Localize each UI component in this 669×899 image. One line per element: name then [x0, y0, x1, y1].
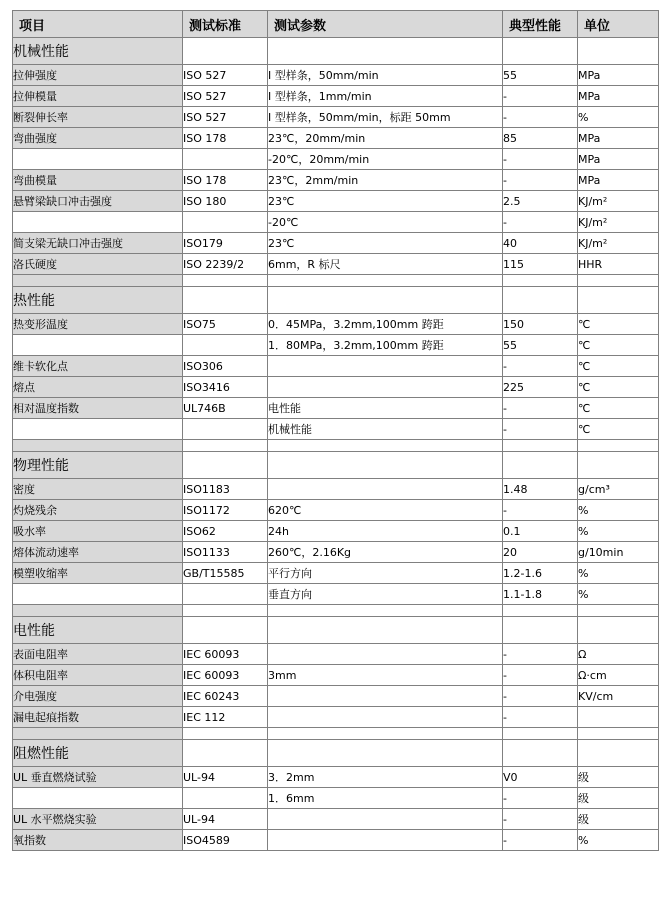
unit-cell: ℃ [578, 377, 659, 398]
material-spec-table [12, 10, 659, 851]
table-row [13, 356, 659, 377]
test-parameter-cell: I 型样条，1mm/min [268, 86, 503, 107]
table-row [13, 149, 659, 170]
unit-cell: % [578, 584, 659, 605]
unit-cell: MPa [578, 128, 659, 149]
spacer-cell [503, 440, 578, 452]
empty-cell [503, 452, 578, 479]
column-header: 项目 [13, 11, 183, 38]
test-parameter-cell [268, 809, 503, 830]
unit-cell: ℃ [578, 398, 659, 419]
unit-cell: g/10min [578, 542, 659, 563]
typical-value-cell: 115 [503, 254, 578, 275]
empty-cell [578, 38, 659, 65]
typical-value-cell: - [503, 500, 578, 521]
test-standard-cell [183, 788, 268, 809]
property-name-cell: 氧指数 [13, 830, 183, 851]
typical-value-cell: - [503, 107, 578, 128]
test-standard-cell [183, 335, 268, 356]
test-parameter-cell: 24h [268, 521, 503, 542]
spacer-cell [183, 605, 268, 617]
test-parameter-cell [268, 686, 503, 707]
test-parameter-cell: I 型样条，50mm/min，标距 50mm [268, 107, 503, 128]
table-row [13, 335, 659, 356]
table-row [13, 377, 659, 398]
test-parameter-cell: 平行方向 [268, 563, 503, 584]
test-standard-cell: ISO1133 [183, 542, 268, 563]
property-name-cell [13, 788, 183, 809]
typical-value-cell: 55 [503, 65, 578, 86]
property-name-cell: 拉伸模量 [13, 86, 183, 107]
test-parameter-cell [268, 356, 503, 377]
property-name-cell: 吸水率 [13, 521, 183, 542]
typical-value-cell: - [503, 686, 578, 707]
typical-value-cell: - [503, 212, 578, 233]
typical-value-cell: 150 [503, 314, 578, 335]
empty-cell [183, 740, 268, 767]
test-parameter-cell [268, 707, 503, 728]
typical-value-cell: - [503, 170, 578, 191]
table-row [13, 707, 659, 728]
test-parameter-cell: 23℃，2mm/min [268, 170, 503, 191]
spacer-cell [578, 605, 659, 617]
test-standard-cell: ISO62 [183, 521, 268, 542]
test-parameter-cell: 23℃，20mm/min [268, 128, 503, 149]
unit-cell: 级 [578, 788, 659, 809]
property-name-cell: 弯曲模量 [13, 170, 183, 191]
spacer-cell [578, 440, 659, 452]
spacer-row [13, 275, 659, 287]
unit-cell: % [578, 521, 659, 542]
test-parameter-cell: 260℃，2.16Kg [268, 542, 503, 563]
table-row [13, 563, 659, 584]
section-title: 阻燃性能 [13, 740, 183, 767]
test-standard-cell: ISO75 [183, 314, 268, 335]
property-name-cell: 介电强度 [13, 686, 183, 707]
test-parameter-cell: I 型样条，50mm/min [268, 65, 503, 86]
test-standard-cell: UL-94 [183, 809, 268, 830]
spacer-cell [183, 728, 268, 740]
test-standard-cell: UL-94 [183, 767, 268, 788]
unit-cell: ℃ [578, 335, 659, 356]
spacer-cell [503, 728, 578, 740]
typical-value-cell: - [503, 149, 578, 170]
section-title: 热性能 [13, 287, 183, 314]
test-parameter-cell: 机械性能 [268, 419, 503, 440]
test-standard-cell: ISO1172 [183, 500, 268, 521]
property-name-cell [13, 335, 183, 356]
test-parameter-cell [268, 830, 503, 851]
property-name-cell [13, 584, 183, 605]
section-title: 电性能 [13, 617, 183, 644]
unit-cell: Ω [578, 644, 659, 665]
section-title: 机械性能 [13, 38, 183, 65]
spacer-cell [13, 605, 183, 617]
test-parameter-cell: 23℃ [268, 191, 503, 212]
property-name-cell: 断裂伸长率 [13, 107, 183, 128]
unit-cell: g/cm³ [578, 479, 659, 500]
spacer-row [13, 605, 659, 617]
test-standard-cell: IEC 60243 [183, 686, 268, 707]
table-row [13, 665, 659, 686]
empty-cell [268, 452, 503, 479]
typical-value-cell: - [503, 419, 578, 440]
typical-value-cell: - [503, 356, 578, 377]
spacer-cell [13, 275, 183, 287]
test-standard-cell: IEC 60093 [183, 665, 268, 686]
empty-cell [503, 38, 578, 65]
test-standard-cell: IEC 60093 [183, 644, 268, 665]
spacer-row [13, 728, 659, 740]
property-name-cell: 相对温度指数 [13, 398, 183, 419]
section-header-row [13, 287, 659, 314]
table-row [13, 584, 659, 605]
column-header: 测试参数 [268, 11, 503, 38]
test-standard-cell [183, 584, 268, 605]
table-row [13, 809, 659, 830]
test-standard-cell: ISO 527 [183, 86, 268, 107]
unit-cell: ℃ [578, 314, 659, 335]
table-body [13, 11, 659, 851]
table-row [13, 398, 659, 419]
unit-cell [578, 707, 659, 728]
unit-cell: MPa [578, 86, 659, 107]
section-header-row [13, 617, 659, 644]
spacer-row [13, 440, 659, 452]
typical-value-cell: - [503, 809, 578, 830]
test-standard-cell: IEC 112 [183, 707, 268, 728]
empty-cell [268, 38, 503, 65]
property-name-cell: 模塑收缩率 [13, 563, 183, 584]
column-header: 典型性能 [503, 11, 578, 38]
table-row [13, 788, 659, 809]
empty-cell [183, 452, 268, 479]
test-parameter-cell: 0．45MPa，3.2mm,100mm 跨距 [268, 314, 503, 335]
test-standard-cell: ISO1183 [183, 479, 268, 500]
table-row [13, 107, 659, 128]
typical-value-cell: 2.5 [503, 191, 578, 212]
spacer-cell [183, 440, 268, 452]
unit-cell: MPa [578, 149, 659, 170]
property-name-cell [13, 149, 183, 170]
empty-cell [578, 452, 659, 479]
property-name-cell: 热变形温度 [13, 314, 183, 335]
unit-cell: % [578, 500, 659, 521]
property-name-cell: 悬臂梁缺口冲击强度 [13, 191, 183, 212]
property-name-cell [13, 212, 183, 233]
test-standard-cell: GB/T15585 [183, 563, 268, 584]
property-name-cell: 灼烧残余 [13, 500, 183, 521]
section-title: 物理性能 [13, 452, 183, 479]
property-name-cell: 维卡软化点 [13, 356, 183, 377]
property-name-cell: 弯曲强度 [13, 128, 183, 149]
spacer-cell [268, 440, 503, 452]
table-row [13, 686, 659, 707]
property-name-cell: 密度 [13, 479, 183, 500]
test-standard-cell [183, 149, 268, 170]
property-name-cell: 熔体流动速率 [13, 542, 183, 563]
unit-cell: Ω·cm [578, 665, 659, 686]
typical-value-cell: 20 [503, 542, 578, 563]
unit-cell: KJ/m² [578, 212, 659, 233]
table-row [13, 521, 659, 542]
test-parameter-cell [268, 644, 503, 665]
test-standard-cell: ISO3416 [183, 377, 268, 398]
unit-cell: 级 [578, 767, 659, 788]
table-row [13, 542, 659, 563]
typical-value-cell: 1.48 [503, 479, 578, 500]
property-name-cell: 体积电阻率 [13, 665, 183, 686]
table-row [13, 170, 659, 191]
table-row [13, 479, 659, 500]
table-row [13, 830, 659, 851]
table-row [13, 767, 659, 788]
unit-cell: % [578, 563, 659, 584]
table-row [13, 254, 659, 275]
table-row [13, 314, 659, 335]
empty-cell [268, 287, 503, 314]
section-header-row [13, 740, 659, 767]
test-standard-cell: ISO 178 [183, 128, 268, 149]
typical-value-cell: 1.1-1.8 [503, 584, 578, 605]
typical-value-cell: - [503, 398, 578, 419]
test-parameter-cell: 6mm，R 标尺 [268, 254, 503, 275]
spacer-cell [268, 728, 503, 740]
unit-cell: HHR [578, 254, 659, 275]
test-standard-cell: ISO 178 [183, 170, 268, 191]
typical-value-cell: 40 [503, 233, 578, 254]
unit-cell: MPa [578, 170, 659, 191]
unit-cell: MPa [578, 65, 659, 86]
typical-value-cell: - [503, 707, 578, 728]
test-parameter-cell: 23℃ [268, 233, 503, 254]
test-standard-cell [183, 419, 268, 440]
typical-value-cell: 85 [503, 128, 578, 149]
spacer-cell [578, 275, 659, 287]
empty-cell [503, 287, 578, 314]
unit-cell: 级 [578, 809, 659, 830]
empty-cell [183, 617, 268, 644]
test-parameter-cell: 3mm [268, 665, 503, 686]
test-standard-cell: ISO 180 [183, 191, 268, 212]
typical-value-cell: - [503, 86, 578, 107]
test-parameter-cell: -20℃ [268, 212, 503, 233]
test-parameter-cell: 1．80MPa，3.2mm,100mm 跨距 [268, 335, 503, 356]
empty-cell [183, 38, 268, 65]
empty-cell [503, 740, 578, 767]
test-standard-cell: ISO 527 [183, 107, 268, 128]
column-header: 单位 [578, 11, 659, 38]
unit-cell: KJ/m² [578, 233, 659, 254]
spacer-cell [13, 728, 183, 740]
test-parameter-cell: 620℃ [268, 500, 503, 521]
table-row [13, 233, 659, 254]
section-header-row [13, 38, 659, 65]
typical-value-cell: 0.1 [503, 521, 578, 542]
table-row [13, 500, 659, 521]
test-standard-cell: ISO306 [183, 356, 268, 377]
typical-value-cell: 1.2-1.6 [503, 563, 578, 584]
property-name-cell: UL 水平燃烧实验 [13, 809, 183, 830]
typical-value-cell: - [503, 788, 578, 809]
typical-value-cell: - [503, 665, 578, 686]
table-row [13, 644, 659, 665]
spacer-cell [503, 605, 578, 617]
spacer-cell [13, 440, 183, 452]
empty-cell [578, 617, 659, 644]
empty-cell [503, 617, 578, 644]
spacer-cell [503, 275, 578, 287]
test-standard-cell: ISO 527 [183, 65, 268, 86]
column-header: 测试标准 [183, 11, 268, 38]
typical-value-cell: - [503, 830, 578, 851]
table-row [13, 419, 659, 440]
empty-cell [578, 740, 659, 767]
unit-cell: KV/cm [578, 686, 659, 707]
property-name-cell: 表面电阻率 [13, 644, 183, 665]
test-parameter-cell: 3．2mm [268, 767, 503, 788]
empty-cell [578, 287, 659, 314]
typical-value-cell: - [503, 644, 578, 665]
table-row [13, 128, 659, 149]
test-parameter-cell: 1．6mm [268, 788, 503, 809]
unit-cell: ℃ [578, 419, 659, 440]
table-row [13, 191, 659, 212]
spacer-cell [183, 275, 268, 287]
unit-cell: % [578, 830, 659, 851]
test-standard-cell: UL746B [183, 398, 268, 419]
test-parameter-cell: 电性能 [268, 398, 503, 419]
spacer-cell [268, 275, 503, 287]
empty-cell [183, 287, 268, 314]
section-header-row [13, 452, 659, 479]
unit-cell: ℃ [578, 356, 659, 377]
test-parameter-cell [268, 479, 503, 500]
test-standard-cell: ISO4589 [183, 830, 268, 851]
test-parameter-cell [268, 377, 503, 398]
spacer-cell [578, 728, 659, 740]
unit-cell: % [578, 107, 659, 128]
unit-cell: KJ/m² [578, 191, 659, 212]
empty-cell [268, 740, 503, 767]
test-standard-cell: ISO179 [183, 233, 268, 254]
test-standard-cell: ISO 2239/2 [183, 254, 268, 275]
empty-cell [268, 617, 503, 644]
test-parameter-cell: 垂直方向 [268, 584, 503, 605]
table-row [13, 86, 659, 107]
table-header-row [13, 11, 659, 38]
test-parameter-cell: -20℃，20mm/min [268, 149, 503, 170]
table-row [13, 212, 659, 233]
spacer-cell [268, 605, 503, 617]
table-row [13, 65, 659, 86]
typical-value-cell: 55 [503, 335, 578, 356]
property-name-cell [13, 419, 183, 440]
property-name-cell: 拉伸强度 [13, 65, 183, 86]
property-name-cell: 洛氏硬度 [13, 254, 183, 275]
property-name-cell: 熔点 [13, 377, 183, 398]
property-name-cell: UL 垂直燃烧试验 [13, 767, 183, 788]
property-name-cell: 简支梁无缺口冲击强度 [13, 233, 183, 254]
test-standard-cell [183, 212, 268, 233]
typical-value-cell: V0 [503, 767, 578, 788]
typical-value-cell: 225 [503, 377, 578, 398]
property-name-cell: 漏电起痕指数 [13, 707, 183, 728]
